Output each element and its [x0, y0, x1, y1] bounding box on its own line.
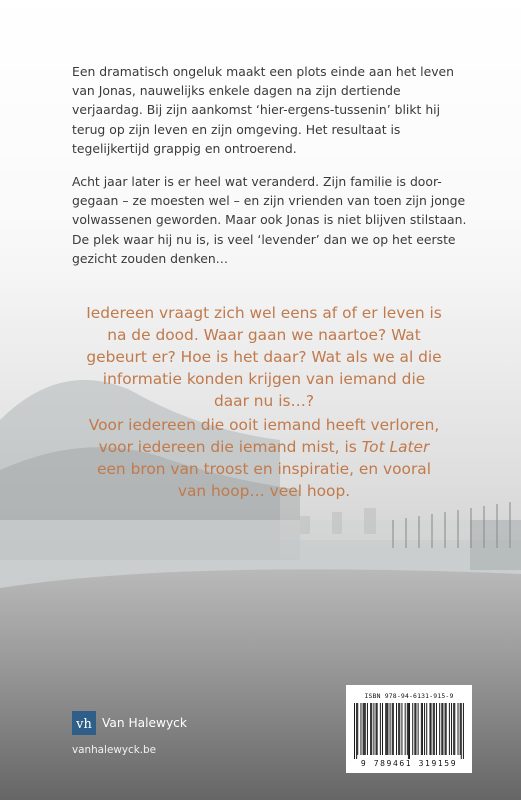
isbn-label: ISBN 978-94-6131-915-9 — [364, 692, 454, 700]
publisher-name: Van Halewyck — [102, 716, 187, 730]
quote-paragraph-2-end: een bron van troost en inspiratie, en vooral van hoop… veel hoop. — [96, 460, 432, 500]
barcode-bars-icon — [354, 703, 464, 759]
quote-paragraph-2-start: Voor iedereen die ooit iemand heeft verloren, voor iedereen die iemand mist, is — [88, 416, 440, 456]
intro-paragraph-1: Een dramatisch ongeluk maakt een plots einde aan het leven van Jonas, nauwelijks enkele dagen na zijn dertiende verjaardag. Bij zijn aankomst ‘hier-ergens-tussenin’ blikt hij terug op zijn leven en zijn omgeving. Het resultaat is tegelijkertijd grappig en ontroerend. — [72, 64, 455, 156]
intro-paragraph-2: Acht jaar later is er heel wat veranderd. Zijn familie is door-gegaan – ze moesten wel – en zijn vrienden van toen zijn jonge volwassenen geworden. Maar ook Jonas is niet blijven stilstaan. De plek waar hij nu is, is veel ‘levender’ dan we op het eerste gezicht zouden denken… — [72, 174, 467, 266]
van-halewyck-logo-icon — [72, 711, 96, 735]
quote-paragraph-2 — [84, 414, 444, 502]
quote-paragraph-1: Iedereen vraagt zich wel eens af of er leven is na de dood. Waar gaan we naartoe? Wat gebeurt er? Hoe is het daar? Wat als we al die informatie konden krijgen van iemand die daar nu is…? — [86, 304, 442, 410]
ean-digits: 9 789461 319159 — [360, 759, 458, 768]
book-title: Tot Later — [361, 438, 430, 456]
logo-letters: vh — [76, 717, 92, 732]
isbn-barcode — [346, 685, 472, 773]
publisher-url: vanhalewyck.be — [72, 744, 157, 756]
